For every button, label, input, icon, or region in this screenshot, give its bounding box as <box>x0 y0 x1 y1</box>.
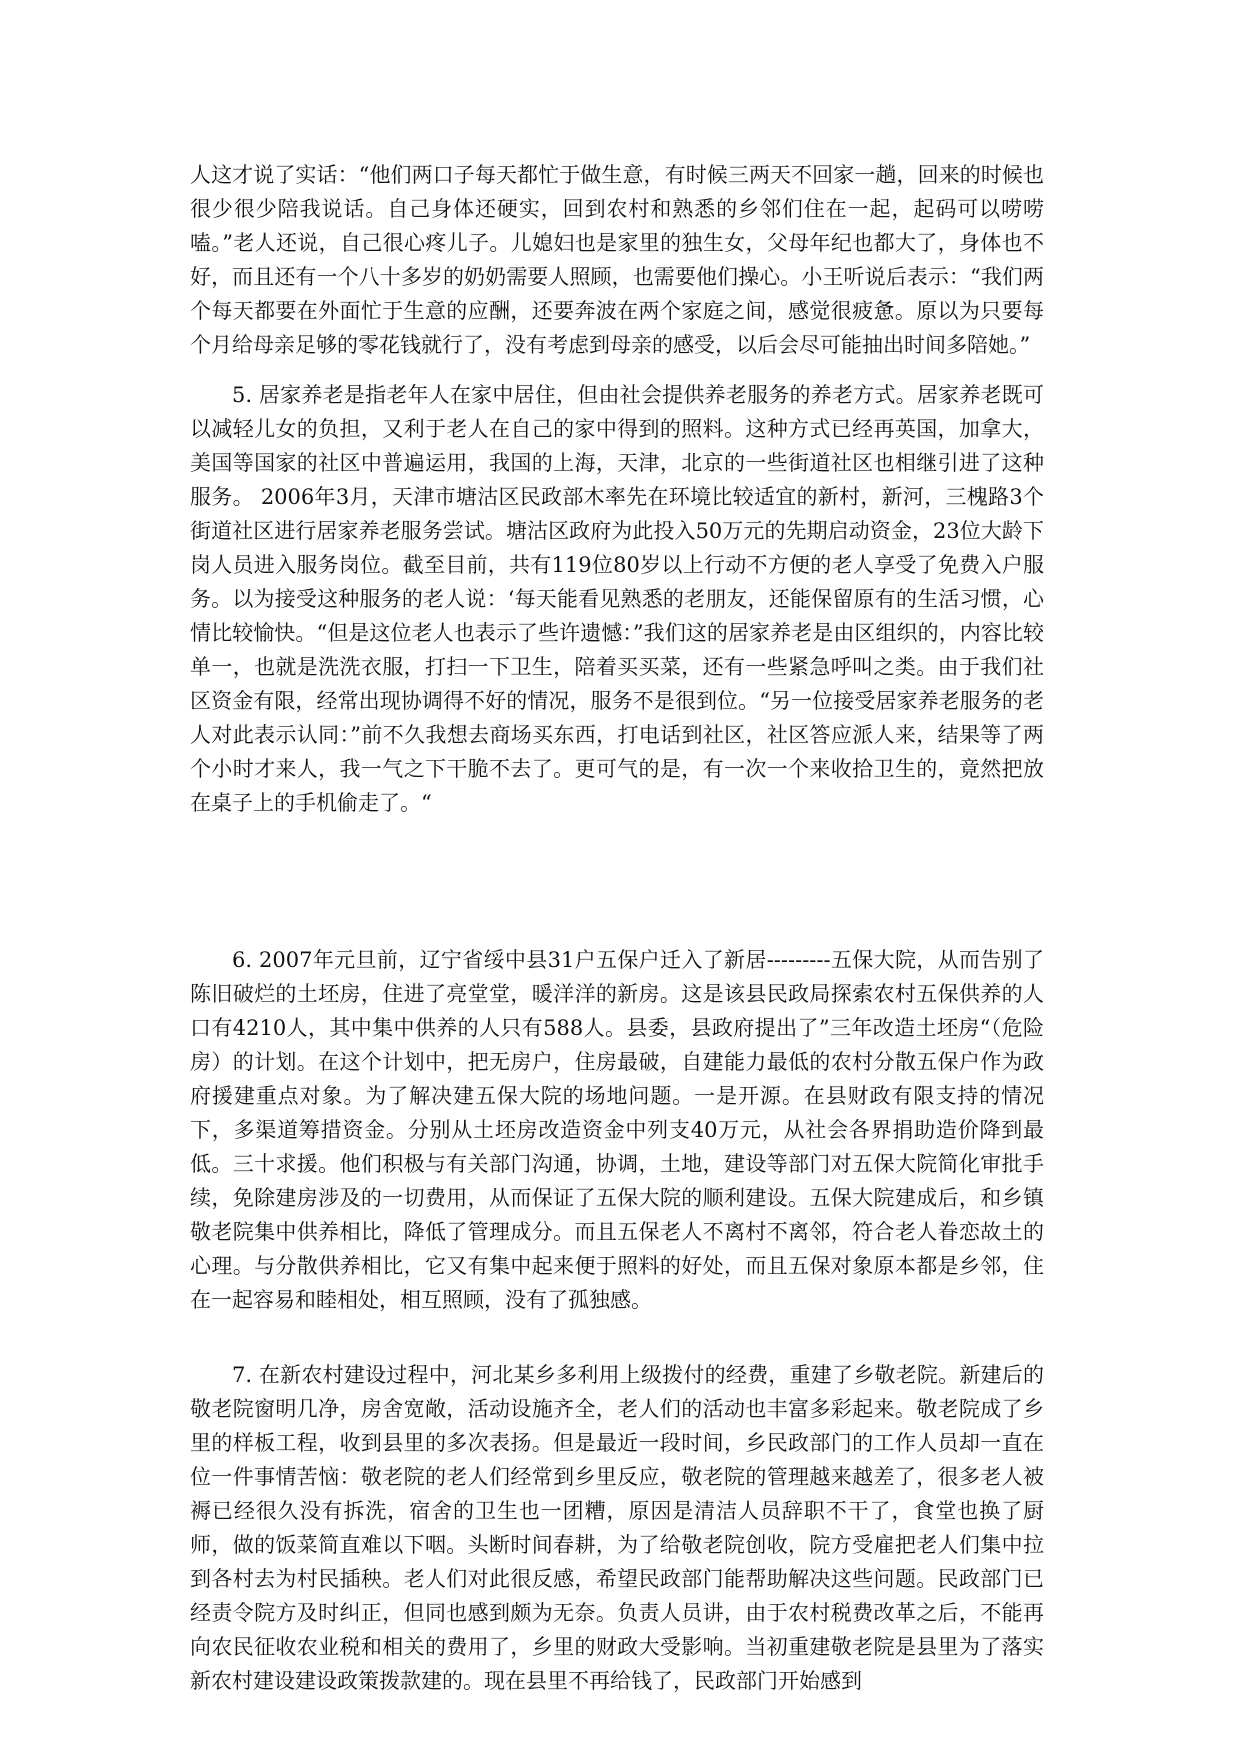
paragraph-item-7: 7. 在新农村建设过程中，河北某乡多利用上级拨付的经费，重建了乡敬老院。新建后的敬老院窗明几净，房舍宽敞，活动设施齐全，老人们的活动也丰富多彩起来。敬老院成了乡里的样板工程，收到县里的多次表扬。但是最近一段时间，乡民政部门的工作人员却一直在位一件事情苦恼：敬老院的老人们经常到乡里反应，敬老院的管理越来越差了，很多老人被褥已经很久没有拆洗，宿舍的卫生也一团糟，原因是清洁人员辞职不干了，食堂也换了厨师，做的饭菜简直难以下咽。头断时间春耕，为了给敬老院创收，院方受雇把老人们集中拉到各村去为村民插秧。老人们对此很反感，希望民政部门能帮助解决这些问题。民政部门已经责令院方及时纠正，但同也感到颇为无奈。负责人员讲，由于农村税费改革之后，不能再向农民征收农业税和相关的费用了，乡里的财政大受影响。当初重建敬老院是县里为了落实新农村建设建设政策拨款建的。现在县里不再给钱了，民政部门开始感到 <box>190 1363 1044 1693</box>
paragraph-item-5: 5. 居家养老是指老年人在家中居住，但由社会提供养老服务的养老方式。居家养老既可以减轻儿女的负担，又利于老人在自己的家中得到的照料。这种方式已经再英国，加拿大，美国等国家的社区中普遍运用，我国的上海，天津，北京的一些街道社区也相继引进了这种服务。 2006年3月，天津市塘沽区民政部木率先在环境比较适宜的新村，新河，三槐路3个街道社区进行居家养老服务尝试。塘沽区政府为此投入50万元的先期启动资金，23位大龄下岗人员进入服务岗位。截至目前，共有119位80岁以上行动不方便的老人享受了免费入户服务。以为接受这种服务的老人说：‘每天能看见熟悉的老朋友，还能保留原有的生活习惯，心情比较愉快。“但是这位老人也表示了些许遗憾：”我们这的居家养老是由区组织的，内容比较单一，也就是洗洗衣服，打扫一下卫生，陪着买买菜，还有一些紧急呼叫之类。由于我们社区资金有限，经常出现协调得不好的情况，服务不是很到位。“另一位接受居家养老服务的老人对此表示认同：”前不久我想去商场买东西，打电话到社区，社区答应派人来，结果等了两个小时才来人，我一气之下干脆不去了。更可气的是，有一次一个来收拾卫生的，竟然把放在桌子上的手机偷走了。“ <box>190 383 1044 815</box>
paragraph-continuation: 人这才说了实话：“他们两口子每天都忙于做生意，有时候三两天不回家一趟，回来的时候也很少很少陪我说话。自己身体还硬实，回到农村和熟悉的乡邻们住在一起，起码可以唠唠嗑。”老人还说，自己很心疼儿子。儿媳妇也是家里的独生女，父母年纪也都大了，身体也不好，而且还有一个八十多岁的奶奶需要人照顾，也需要他们操心。小王听说后表示：“我们两个每天都要在外面忙于生意的应酬，还要奔波在两个家庭之间，感觉很疲惫。原以为只要每个月给母亲足够的零花钱就行了，没有考虑到母亲的感受，以后会尽可能抽出时间多陪她。” <box>190 163 1044 357</box>
paragraph-item-6: 6. 2007年元旦前，辽宁省绥中县31户五保户迁入了新居---------五保大院，从而告别了陈旧破烂的土坯房，住进了亮堂堂，暖洋洋的新房。这是该县民政局探索农村五保供养的人口有4210人，其中集中供养的人只有588人。县委，县政府提出了”三年改造土坯房“（危险房）的计划。在这个计划中，把无房户，住房最破，自建能力最低的农村分散五保户作为政府援建重点对象。为了解决建五保大院的场地问题。一是开源。在县财政有限支持的情况下，多渠道筹措资金。分别从土坯房改造资金中列支40万元，从社会各界捐助造价降到最低。三十求援。他们积极与有关部门沟通，协调，土地，建设等部门对五保大院简化审批手续，免除建房涉及的一切费用，从而保证了五保大院的顺利建设。五保大院建成后，和乡镇敬老院集中供养相比，降低了管理成分。而且五保老人不离村不离邻，符合老人眷恋故土的心理。与分散供养相比，它又有集中起来便于照料的好处，而且五保对象原本都是乡邻，住在一起容易和睦相处，相互照顾，没有了孤独感。 <box>190 948 1044 1312</box>
